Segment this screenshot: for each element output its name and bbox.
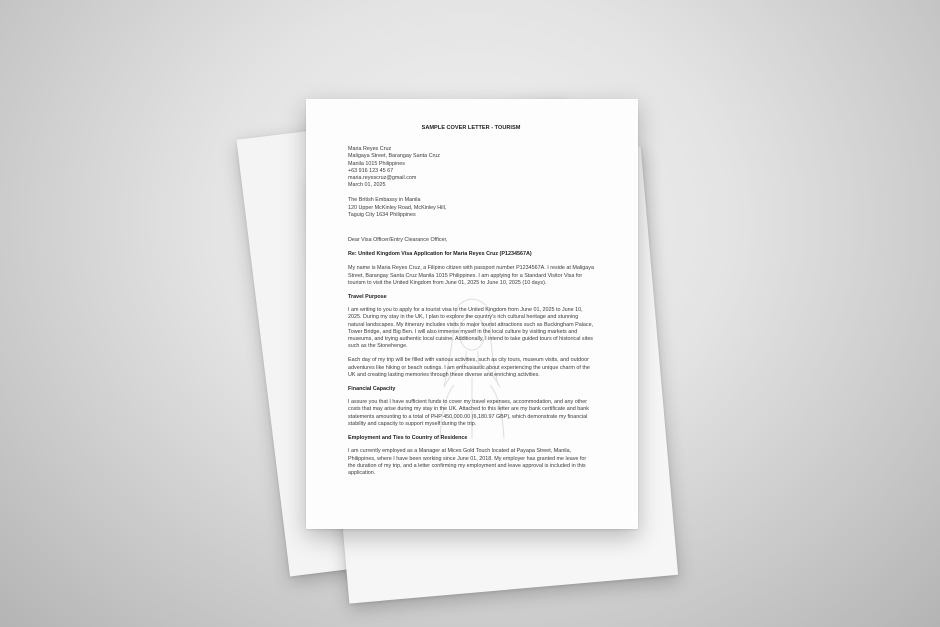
financial-capacity-paragraph: I assure you that I have sufficient funds to cover my travel expenses, accommodation, and any other costs that may arise during my stay in the UK. Attached to this letter are my bank certificate and bank statements amounting to a total of PHP 450,000.00 (6,180.97 GBP), which demonstrate my financial stability and capacity to support myself during the trip. xyxy=(348,399,589,427)
sender-address xyxy=(348,146,594,189)
sender-phone: +63 916 123 45 67 xyxy=(348,167,394,174)
document-title: SAMPLE COVER LETTER - TOURISM xyxy=(421,125,521,131)
employment-paragraph: I am currently employed as a Manager at Mices Gold Touch located at Payapa Street, Manila, Philippines, where I have been working since June 01, 2018. My employer has granted me leave for the duration of my trip, and a letter confirming my employment and leave approval is included in this application. xyxy=(348,448,587,476)
recipient-address xyxy=(348,197,594,219)
subject-line: Re: United Kingdom Visa Application for Maria Reyes Cruz (P1234567A) xyxy=(348,251,532,258)
section-heading-travel-purpose: Travel Purpose xyxy=(348,294,387,301)
letter-page xyxy=(306,99,638,529)
travel-purpose-paragraph-1: I am writing to you to apply for a tourist visa to the United Kingdom from June 01, 2025 to June 10, 2025. During my stay in the UK, I plan to explore the country's rich cultural heritage and stunning natural landscapes. My itinerary includes visits to major tourist attractions such as Buckingham Palace, Tower Bridge, and Big Ben. I will also immerse myself in the local culture by visiting markets and museums, and trying authentic local cuisine. Additionally, I intend to take guided tours of historical sites such as the Stonehenge. xyxy=(348,307,594,350)
cover-letter xyxy=(348,125,594,484)
sender-city: Manila 1015 Philippines xyxy=(348,160,405,167)
recipient-name: The British Embassy in Manila xyxy=(348,197,421,204)
recipient-street: 120 Upper McKinley Road, McKinley Hill, xyxy=(348,204,447,211)
recipient-city: Taguig City 1634 Philippines xyxy=(348,211,416,218)
sender-name: Maria Reyes Cruz xyxy=(348,146,392,153)
letter-date: March 01, 2025 xyxy=(348,182,386,189)
sender-email: maria.reyescruz@gmail.com xyxy=(348,175,417,182)
salutation: Dear Visa Officer/Entry Clearance Officer, xyxy=(348,237,448,244)
intro-paragraph: My name is Maria Reyes Cruz, a Filipino citizen with passport number P1234567A. I reside at Maligaya Street, Barangay Santa Cruz Manila 1015 Philippines. I am applying for a Standard Visitor Visa for tourism to visit the United Kingdom from June 01, 2025 to June 10, 2025 (10 days). xyxy=(348,265,594,286)
sender-street: Maligaya Street, Barangay Santa Cruz xyxy=(348,153,440,160)
section-heading-financial-capacity: Financial Capacity xyxy=(348,386,396,393)
section-heading-employment: Employment and Ties to Country of Residence xyxy=(348,435,468,442)
travel-purpose-paragraph-2: Each day of my trip will be filled with various activities, such as city tours, museum visits, and outdoor adventures like hiking or beach outings. I am enthusiastic about experiencing the unique charm of the UK and creating lasting memories through these diverse and enriching activities. xyxy=(348,357,590,378)
